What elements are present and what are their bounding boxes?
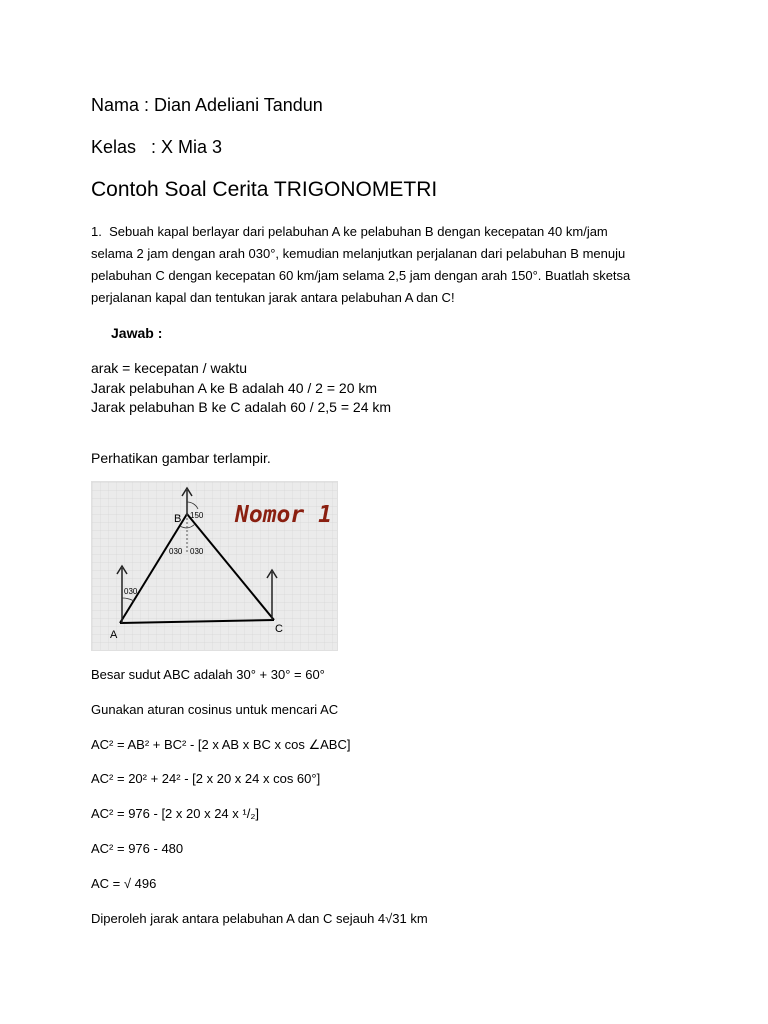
triangle-sketch-figure xyxy=(91,481,338,651)
solution-line: AC² = AB² + BC² - [2 x AB x BC x cos ∠ABC] xyxy=(91,737,351,752)
solution-line: AC² = 976 - 480 xyxy=(91,841,184,856)
triangle-sketch xyxy=(92,482,337,650)
figure-note: Perhatikan gambar terlampir. xyxy=(91,450,271,466)
answer-line: Jarak pelabuhan A ke B adalah 40 / 2 = 20 km xyxy=(91,380,378,396)
label-a: A xyxy=(110,629,118,641)
angle-label-a: 030 xyxy=(124,587,138,596)
angle-label-b-top: 150 xyxy=(190,511,204,520)
conclusion-line: Diperoleh jarak antara pelabuhan A dan C sejauh 4√31 km xyxy=(91,911,428,926)
student-class: Kelas : X Mia 3 xyxy=(91,137,223,157)
answer-line: Jarak pelabuhan B ke C adalah 60 / 2,5 = 24 km xyxy=(91,399,392,415)
solution-line: AC² = 976 - [2 x 20 x 24 x ¹/₂] xyxy=(91,806,259,821)
angle-label-b-right: 030 xyxy=(190,547,204,556)
solution-line: AC² = 20² + 24² - [2 x 20 x 24 x cos 60°] xyxy=(91,771,321,786)
student-name: Nama : Dian Adeliani Tandun xyxy=(91,95,323,115)
handwritten-title: Nomor 1 xyxy=(235,502,332,528)
problem-line: perjalanan kapal dan tentukan jarak antara pelabuhan A dan C! xyxy=(91,290,455,305)
label-c: C xyxy=(275,623,283,635)
page-title: Contoh Soal Cerita TRIGONOMETRI xyxy=(91,178,438,201)
solution-line: Gunakan aturan cosinus untuk mencari AC xyxy=(91,702,339,717)
problem-text xyxy=(91,221,691,309)
solution-line: AC = √ 496 xyxy=(91,876,157,891)
angle-label-b-left: 030 xyxy=(169,547,183,556)
answer-heading: Jawab : xyxy=(111,325,163,341)
answer-line: arak = kecepatan / waktu xyxy=(91,360,248,376)
problem-line: selama 2 jam dengan arah 030°, kemudian melanjutkan perjalanan dari pelabuhan B menuju xyxy=(91,246,626,261)
problem-line: pelabuhan C dengan kecepatan 60 km/jam selama 2,5 jam dengan arah 150°. Buatlah sketsa xyxy=(91,268,631,283)
label-b: B xyxy=(174,513,182,525)
problem-line: 1. Sebuah kapal berlayar dari pelabuhan A ke pelabuhan B dengan kecepatan 40 km/jam xyxy=(91,224,608,239)
solution-line: Besar sudut ABC adalah 30° + 30° = 60° xyxy=(91,667,325,682)
